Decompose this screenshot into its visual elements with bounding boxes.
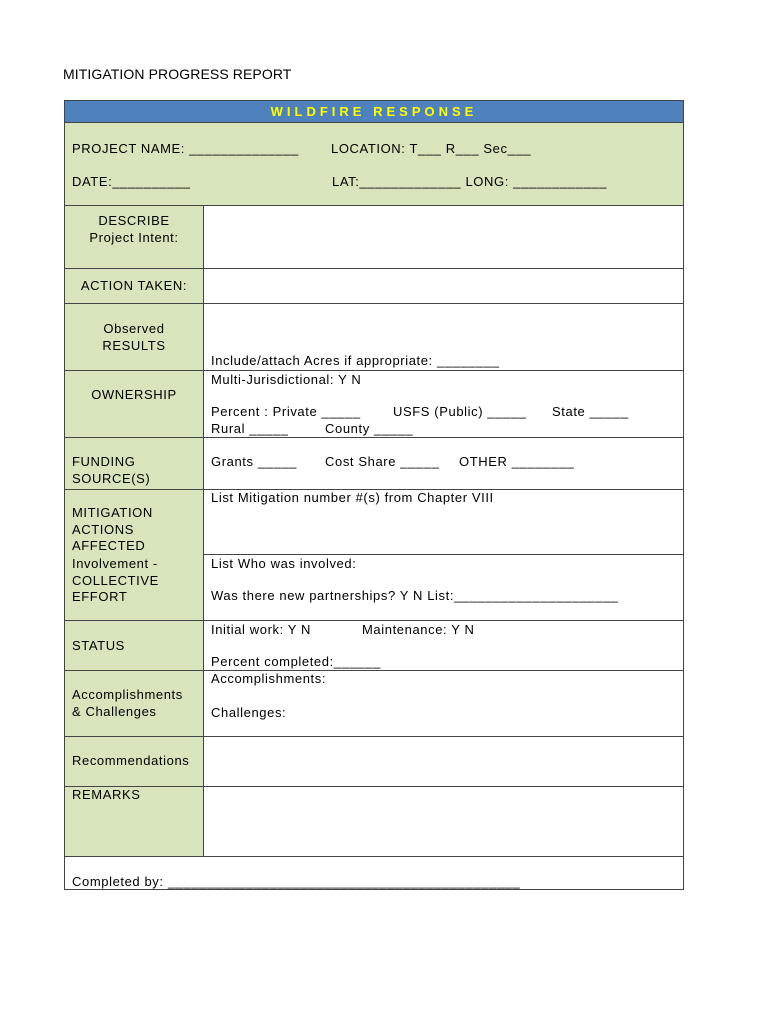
ownership-label-cell — [65, 371, 203, 438]
status-label-cell — [65, 621, 203, 671]
mitigation-number-field[interactable]: List Mitigation number #(s) from Chapter VIII — [211, 490, 494, 505]
accomplishments-label: Accomplishments — [72, 687, 183, 702]
project-intent-label: Project Intent: — [89, 229, 179, 245]
date-field[interactable]: DATE:__________ — [72, 174, 191, 189]
state-percent-field[interactable]: State _____ — [552, 404, 629, 419]
report-form — [64, 100, 684, 890]
mitigation-input-cell[interactable] — [203, 490, 683, 555]
completed-by-row — [65, 857, 683, 889]
percent-completed-field[interactable]: Percent completed:______ — [211, 654, 381, 669]
status-input-cell — [203, 621, 683, 671]
recommendations-label: Recommendations — [72, 753, 190, 768]
wildfire-response-banner: WILDFIRE RESPONSE — [65, 101, 683, 122]
project-name-field[interactable]: PROJECT NAME: ______________ — [72, 141, 299, 156]
acres-field[interactable]: Include/attach Acres if appropriate: ________ — [211, 353, 500, 368]
location-field[interactable]: LOCATION: T___ R___ Sec___ — [331, 141, 532, 156]
accomplishments-input-cell — [203, 671, 683, 737]
action-taken-label: ACTION TAKEN: — [80, 278, 188, 293]
involvement-input-cell — [203, 555, 683, 621]
affected-label: AFFECTED — [72, 538, 146, 553]
partnerships-field[interactable]: Was there new partnerships? Y N List:_____________________ — [211, 588, 619, 603]
completed-by-field[interactable]: Completed by: _____________________________________________ — [72, 874, 521, 889]
maintenance-field[interactable]: Maintenance: Y N — [362, 622, 475, 637]
describe-label-cell — [65, 206, 203, 269]
initial-work-field[interactable]: Initial work: Y N — [211, 622, 312, 637]
usfs-percent-field[interactable]: USFS (Public) _____ — [393, 404, 527, 419]
multi-jurisdictional-field[interactable]: Multi-Jurisdictional: Y N — [211, 372, 362, 387]
challenges-label: & Challenges — [72, 703, 157, 719]
ownership-label: OWNERSHIP — [91, 387, 177, 402]
recommendations-label-cell — [65, 737, 203, 787]
remarks-input-cell[interactable] — [203, 787, 683, 857]
involvement-label-cell — [65, 555, 203, 621]
effort-label: EFFORT — [72, 589, 128, 604]
remarks-label-cell — [65, 787, 203, 857]
observed-label: Observed — [103, 321, 165, 336]
results-label-cell — [65, 304, 203, 371]
who-involved-field[interactable]: List Who was involved: — [211, 556, 357, 571]
cost-share-field[interactable]: Cost Share _____ — [325, 454, 440, 469]
action-taken-input-cell[interactable] — [203, 269, 683, 304]
challenges-field[interactable]: Challenges: — [211, 705, 287, 720]
county-percent-field[interactable]: County _____ — [325, 421, 414, 436]
other-funding-field[interactable]: OTHER ________ — [459, 454, 575, 469]
involvement-label: Involvement - — [72, 556, 158, 571]
describe-input-cell[interactable] — [203, 206, 683, 269]
accomplishments-label-cell — [65, 671, 203, 737]
results-label: RESULTS — [102, 337, 166, 353]
private-percent-field[interactable]: Percent : Private _____ — [211, 404, 361, 419]
funding-label: FUNDING — [72, 454, 136, 469]
results-input-cell[interactable] — [203, 304, 683, 371]
recommendations-input-cell[interactable] — [203, 737, 683, 787]
document-title: MITIGATION PROGRESS REPORT — [63, 66, 292, 82]
describe-label: DESCRIBE — [98, 213, 170, 228]
funding-input-cell — [203, 438, 683, 490]
accomplishments-field[interactable]: Accomplishments: — [211, 671, 327, 686]
remarks-label: REMARKS — [72, 787, 141, 802]
mitigation-label: MITIGATION — [72, 505, 153, 520]
rural-percent-field[interactable]: Rural _____ — [211, 421, 289, 436]
actions-label: ACTIONS — [72, 521, 134, 537]
header-fields-section — [65, 122, 683, 206]
status-label: STATUS — [72, 638, 125, 653]
collective-label: COLLECTIVE — [72, 572, 159, 588]
funding-label-cell — [65, 438, 203, 490]
action-taken-label-cell — [65, 269, 203, 304]
mitigation-label-cell — [65, 490, 203, 555]
grants-field[interactable]: Grants _____ — [211, 454, 297, 469]
sources-label: SOURCE(S) — [72, 470, 151, 486]
lat-long-field[interactable]: LAT:_____________ LONG: ____________ — [332, 174, 608, 189]
ownership-input-cell — [203, 371, 683, 438]
